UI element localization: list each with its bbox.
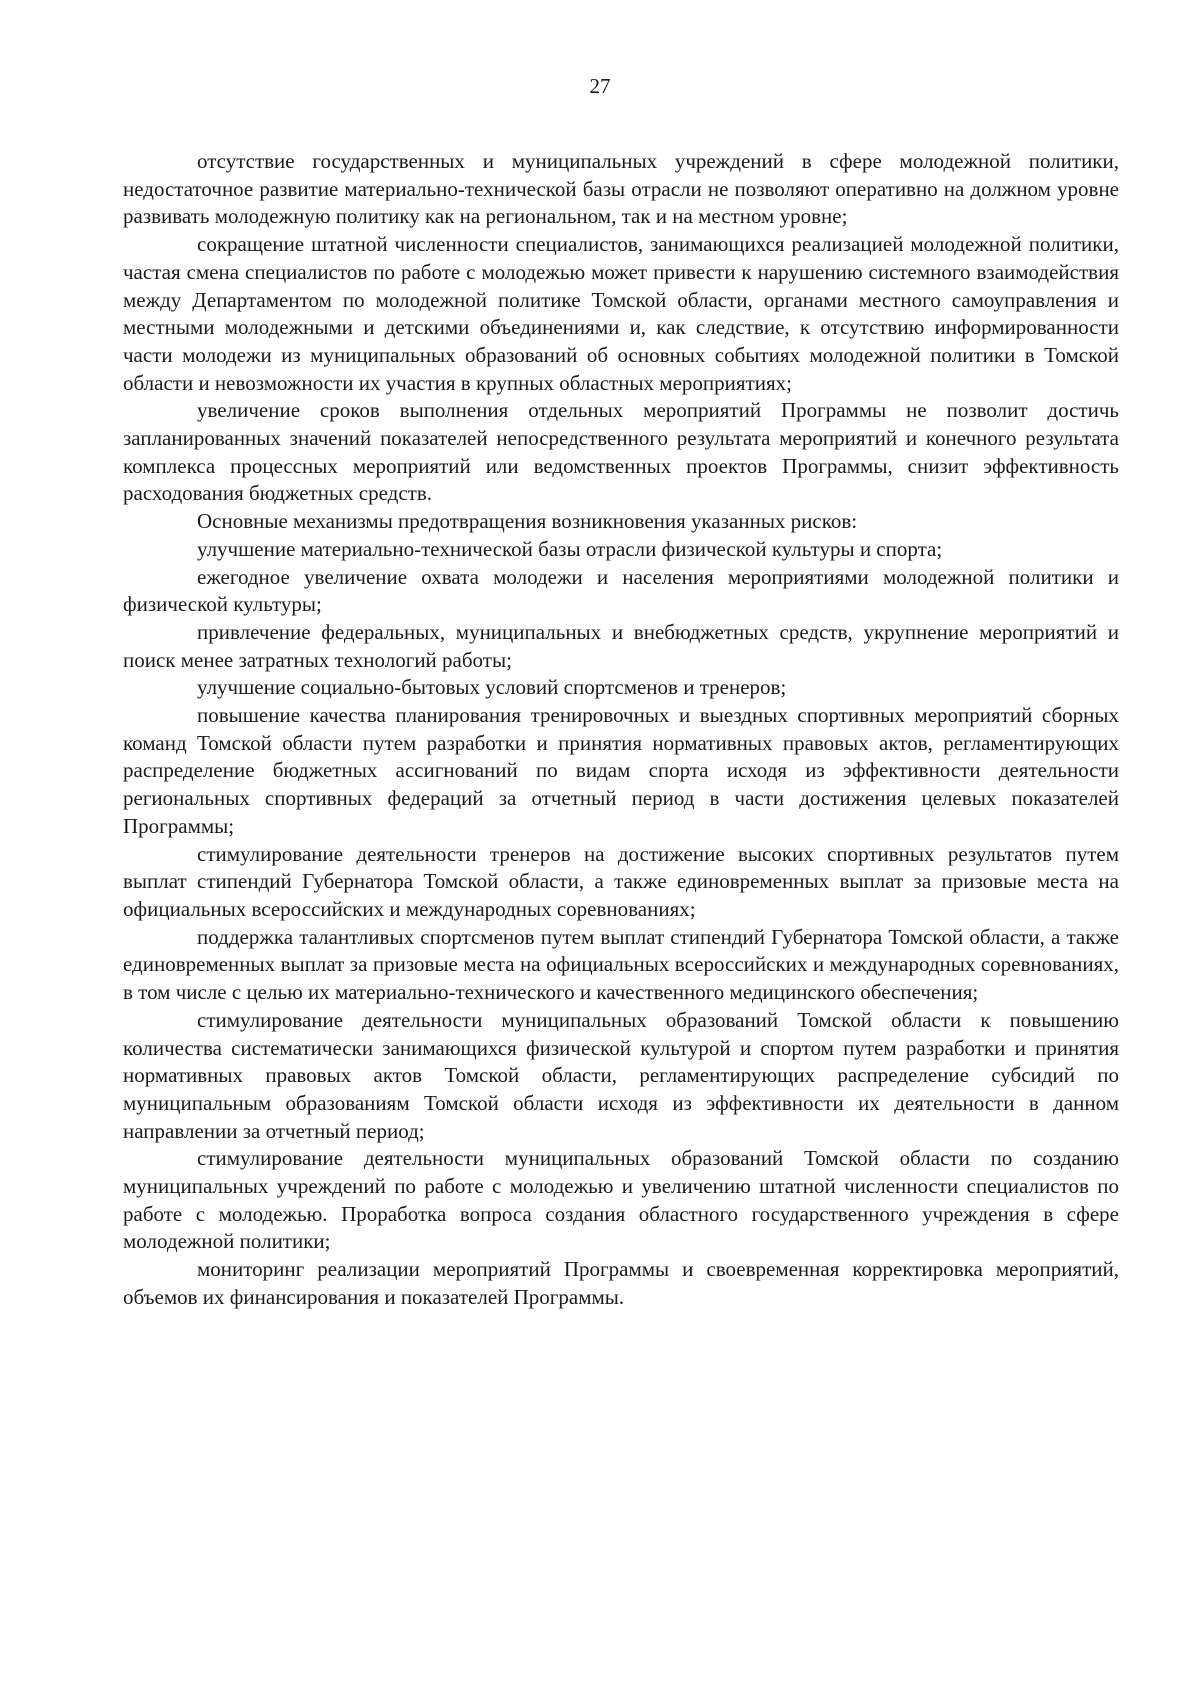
paragraph: сокращение штатной численности специалистов, занимающихся реализацией молодежной политики, частая смена специалистов по работе с молодежью может привести к нарушению системного взаимодействия между Департаментом по молодежной политике Томской области, органами местного самоуправления и местными молодежными и детскими объединениями и, как следствие, к отсутствию информированности части молодежи из муниципальных образований об основных событиях молодежной политики в Томской области и невозможности их участия в крупных областных мероприятиях; <box>123 232 1119 395</box>
paragraph: стимулирование деятельности муниципальных образований Томской области к повышению количества систематически занимающихся физической культурой и спортом путем разработки и принятия нормативных правовых актов Томской области, регламентирующих распределение субсидий по муниципальным образованиям Томской области исходя из эффективности их деятельности в данном направлении за отчетный период; <box>123 1007 1119 1143</box>
paragraph: поддержка талантливых спортсменов путем выплат стипендий Губернатора Томской области, а также единовременных выплат за призовые места на официальных всероссийских и международных соревнованиях, в том числе с целью их материально-технического и качественного медицинского обеспечения; <box>123 924 1119 1005</box>
paragraph: ежегодное увеличение охвата молодежи и населения мероприятиями молодежной политики и физической культуры; <box>123 564 1119 617</box>
paragraph: улучшение социально-бытовых условий спортсменов и тренеров; <box>197 675 787 700</box>
paragraph: отсутствие государственных и муниципальных учреждений в сфере молодежной политики, недостаточное развитие материально-технической базы отрасли не позволяют оперативно на должном уровне развивать молодежную политику как на региональном, так и на местном уровне; <box>123 149 1119 229</box>
paragraph: улучшение материально-технической базы отрасли физической культуры и спорта; <box>197 536 943 561</box>
paragraph: повышение качества планирования тренировочных и выездных спортивных мероприятий сборных команд Томской области путем разработки и принятия нормативных правовых актов, регламентирующих распределение бюджетных ассигнований по видам спорта исходя из эффективности деятельности региональных спортивных федераций за отчетный период в части достижения целевых показателей Программы; <box>123 703 1119 838</box>
paragraph: привлечение федеральных, муниципальных и внебюджетных средств, укрупнение мероприятий и поиск менее затратных технологий работы; <box>123 619 1119 672</box>
paragraph: увеличение сроков выполнения отдельных мероприятий Программы не позволит достичь запланированных значений показателей непосредственного результата мероприятий и конечного результата комплекса процессных мероприятий или ведомственных проектов Программы, снизит эффективность расходования бюджетных средств. <box>123 398 1119 506</box>
paragraph: стимулирование деятельности тренеров на достижение высоких спортивных результатов путем выплат стипендий Губернатора Томской области, а также единовременных выплат за призовые места на официальных всероссийских и международных соревнованиях; <box>123 841 1119 921</box>
page-number: 27 <box>589 74 611 98</box>
paragraph: Основные механизмы предотвращения возникновения указанных рисков: <box>197 509 858 534</box>
document-body <box>123 148 1119 1312</box>
paragraph: мониторинг реализации мероприятий Программы и своевременная корректировка мероприятий, объемов их финансирования и показателей Программы. <box>123 1257 1119 1309</box>
paragraph: стимулирование деятельности муниципальных образований Томской области по созданию муниципальных учреждений по работе с молодежью и увеличению штатной численности специалистов по работе с молодежью. Проработка вопроса создания областного государственного учреждения в сфере молодежной политики; <box>123 1146 1119 1254</box>
